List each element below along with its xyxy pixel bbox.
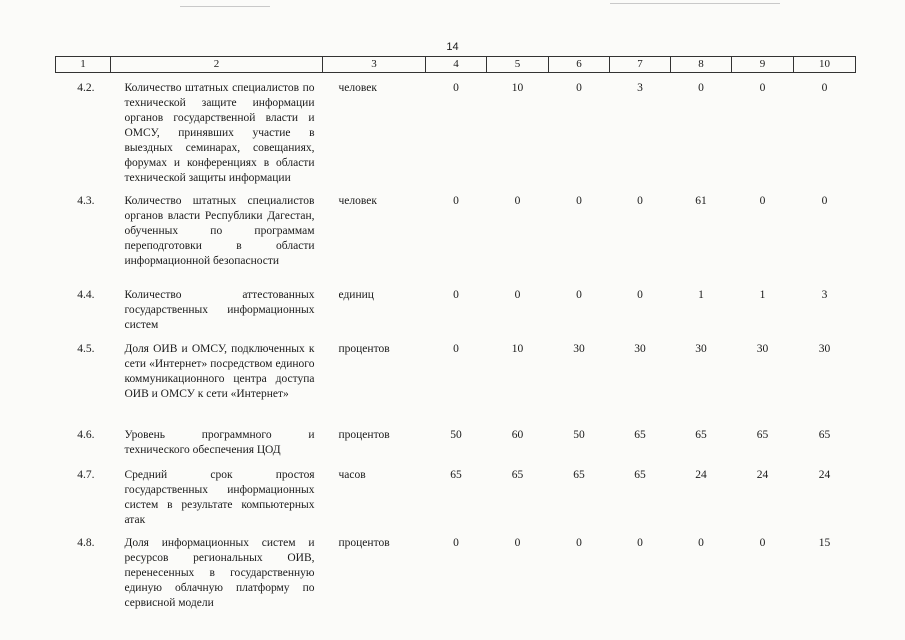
column-header: 10 — [794, 57, 856, 73]
column-header: 4 — [426, 57, 487, 73]
table-row — [56, 460, 856, 528]
value-cell: 50 — [573, 429, 585, 441]
value-cell: 24 — [695, 469, 707, 481]
row-number: 4.7. — [77, 469, 95, 481]
value-cell: 1 — [698, 289, 704, 301]
indicator-name: Количество аттестованных государственных информационных систем — [124, 289, 315, 331]
value-cell: 0 — [453, 195, 459, 207]
value-cell: 0 — [453, 343, 459, 355]
value-cell: 65 — [511, 469, 524, 481]
unit-cell: человек — [338, 82, 377, 94]
row-number: 4.2. — [77, 82, 95, 94]
scan-edge-mark — [610, 3, 780, 4]
scan-edge-mark — [180, 6, 270, 7]
value-cell: 0 — [637, 195, 643, 207]
table-row — [56, 186, 856, 280]
value-cell: 65 — [818, 429, 831, 441]
row-number: 4.8. — [77, 537, 95, 549]
value-cell: 30 — [695, 343, 707, 355]
table-row — [56, 280, 856, 334]
indicator-name: Уровень программного и технического обеспечения ЦОД — [124, 429, 315, 456]
unit-cell: часов — [338, 469, 366, 481]
column-header: 3 — [323, 57, 426, 73]
value-cell: 61 — [695, 195, 707, 207]
value-cell: 0 — [514, 195, 521, 207]
value-cell: 0 — [637, 289, 643, 301]
value-cell: 3 — [821, 289, 828, 301]
indicators-table — [55, 56, 856, 618]
indicator-name: Средний срок простоя государственных информационных систем в результате компьютерных атак — [124, 469, 315, 526]
value-cell: 0 — [821, 82, 828, 94]
column-header: 2 — [111, 57, 323, 73]
value-cell: 0 — [698, 537, 704, 549]
value-cell: 24 — [756, 469, 769, 481]
value-cell: 0 — [576, 195, 582, 207]
value-cell: 65 — [695, 429, 707, 441]
unit-cell: единиц — [338, 289, 374, 301]
page-number: 14 — [446, 41, 459, 53]
value-cell: 65 — [756, 429, 769, 441]
value-cell: 60 — [511, 429, 524, 441]
value-cell: 30 — [756, 343, 769, 355]
value-cell: 0 — [576, 82, 582, 94]
column-header: 8 — [671, 57, 732, 73]
column-header: 9 — [732, 57, 794, 73]
unit-cell: процентов — [338, 429, 390, 441]
row-number: 4.5. — [77, 343, 95, 355]
row-number: 4.6. — [77, 429, 95, 441]
value-cell: 0 — [759, 82, 766, 94]
value-cell: 0 — [759, 537, 766, 549]
value-cell: 3 — [637, 82, 643, 94]
value-cell: 65 — [634, 469, 646, 481]
value-cell: 0 — [453, 82, 459, 94]
indicator-name: Количество штатных специалистов по технической защите информации органов государственной власти и ОМСУ, принявших участие в выездных семинарах, совещаниях, форумах и конференциях в области технической защиты информации — [124, 82, 315, 184]
value-cell: 0 — [821, 195, 828, 207]
column-header: 1 — [56, 57, 111, 73]
column-number-row — [56, 57, 856, 73]
value-cell: 65 — [634, 429, 646, 441]
value-cell: 0 — [514, 537, 521, 549]
value-cell: 50 — [450, 429, 462, 441]
value-cell: 0 — [698, 82, 704, 94]
value-cell: 0 — [637, 537, 643, 549]
column-header: 5 — [487, 57, 549, 73]
value-cell: 0 — [453, 537, 459, 549]
indicator-name: Доля информационных систем и ресурсов региональных ОИВ, перенесенных в государственную единую облачную платформу по сервисной модели — [124, 537, 315, 609]
row-number: 4.3. — [77, 195, 95, 207]
value-cell: 30 — [573, 343, 585, 355]
value-cell: 0 — [576, 537, 582, 549]
indicator-name: Количество штатных специалистов органов власти Республики Дагестан, обученных по программам переподготовки в области информационной безопасности — [124, 195, 315, 267]
value-cell: 0 — [514, 289, 521, 301]
unit-cell: процентов — [338, 343, 390, 355]
value-cell: 15 — [818, 537, 831, 549]
table-row — [56, 334, 856, 420]
row-number: 4.4. — [77, 289, 95, 301]
value-cell: 1 — [759, 289, 766, 301]
value-cell: 0 — [576, 289, 582, 301]
value-cell: 10 — [511, 343, 524, 355]
value-cell: 30 — [634, 343, 646, 355]
indicator-name: Доля ОИВ и ОМСУ, подключенных к сети «Интернет» посредством единого коммуникационного центра доступа ОИВ и ОМСУ к сети «Интернет» — [124, 343, 315, 400]
value-cell: 65 — [450, 469, 462, 481]
table-row — [56, 73, 856, 187]
value-cell: 0 — [453, 289, 459, 301]
column-header: 6 — [549, 57, 610, 73]
value-cell: 10 — [511, 82, 524, 94]
column-header: 7 — [610, 57, 671, 73]
table-row — [56, 420, 856, 460]
unit-cell: процентов — [338, 537, 390, 549]
unit-cell: человек — [338, 195, 377, 207]
value-cell: 65 — [573, 469, 585, 481]
value-cell: 24 — [818, 469, 831, 481]
value-cell: 0 — [759, 195, 766, 207]
table-row — [56, 528, 856, 618]
value-cell: 30 — [818, 343, 831, 355]
